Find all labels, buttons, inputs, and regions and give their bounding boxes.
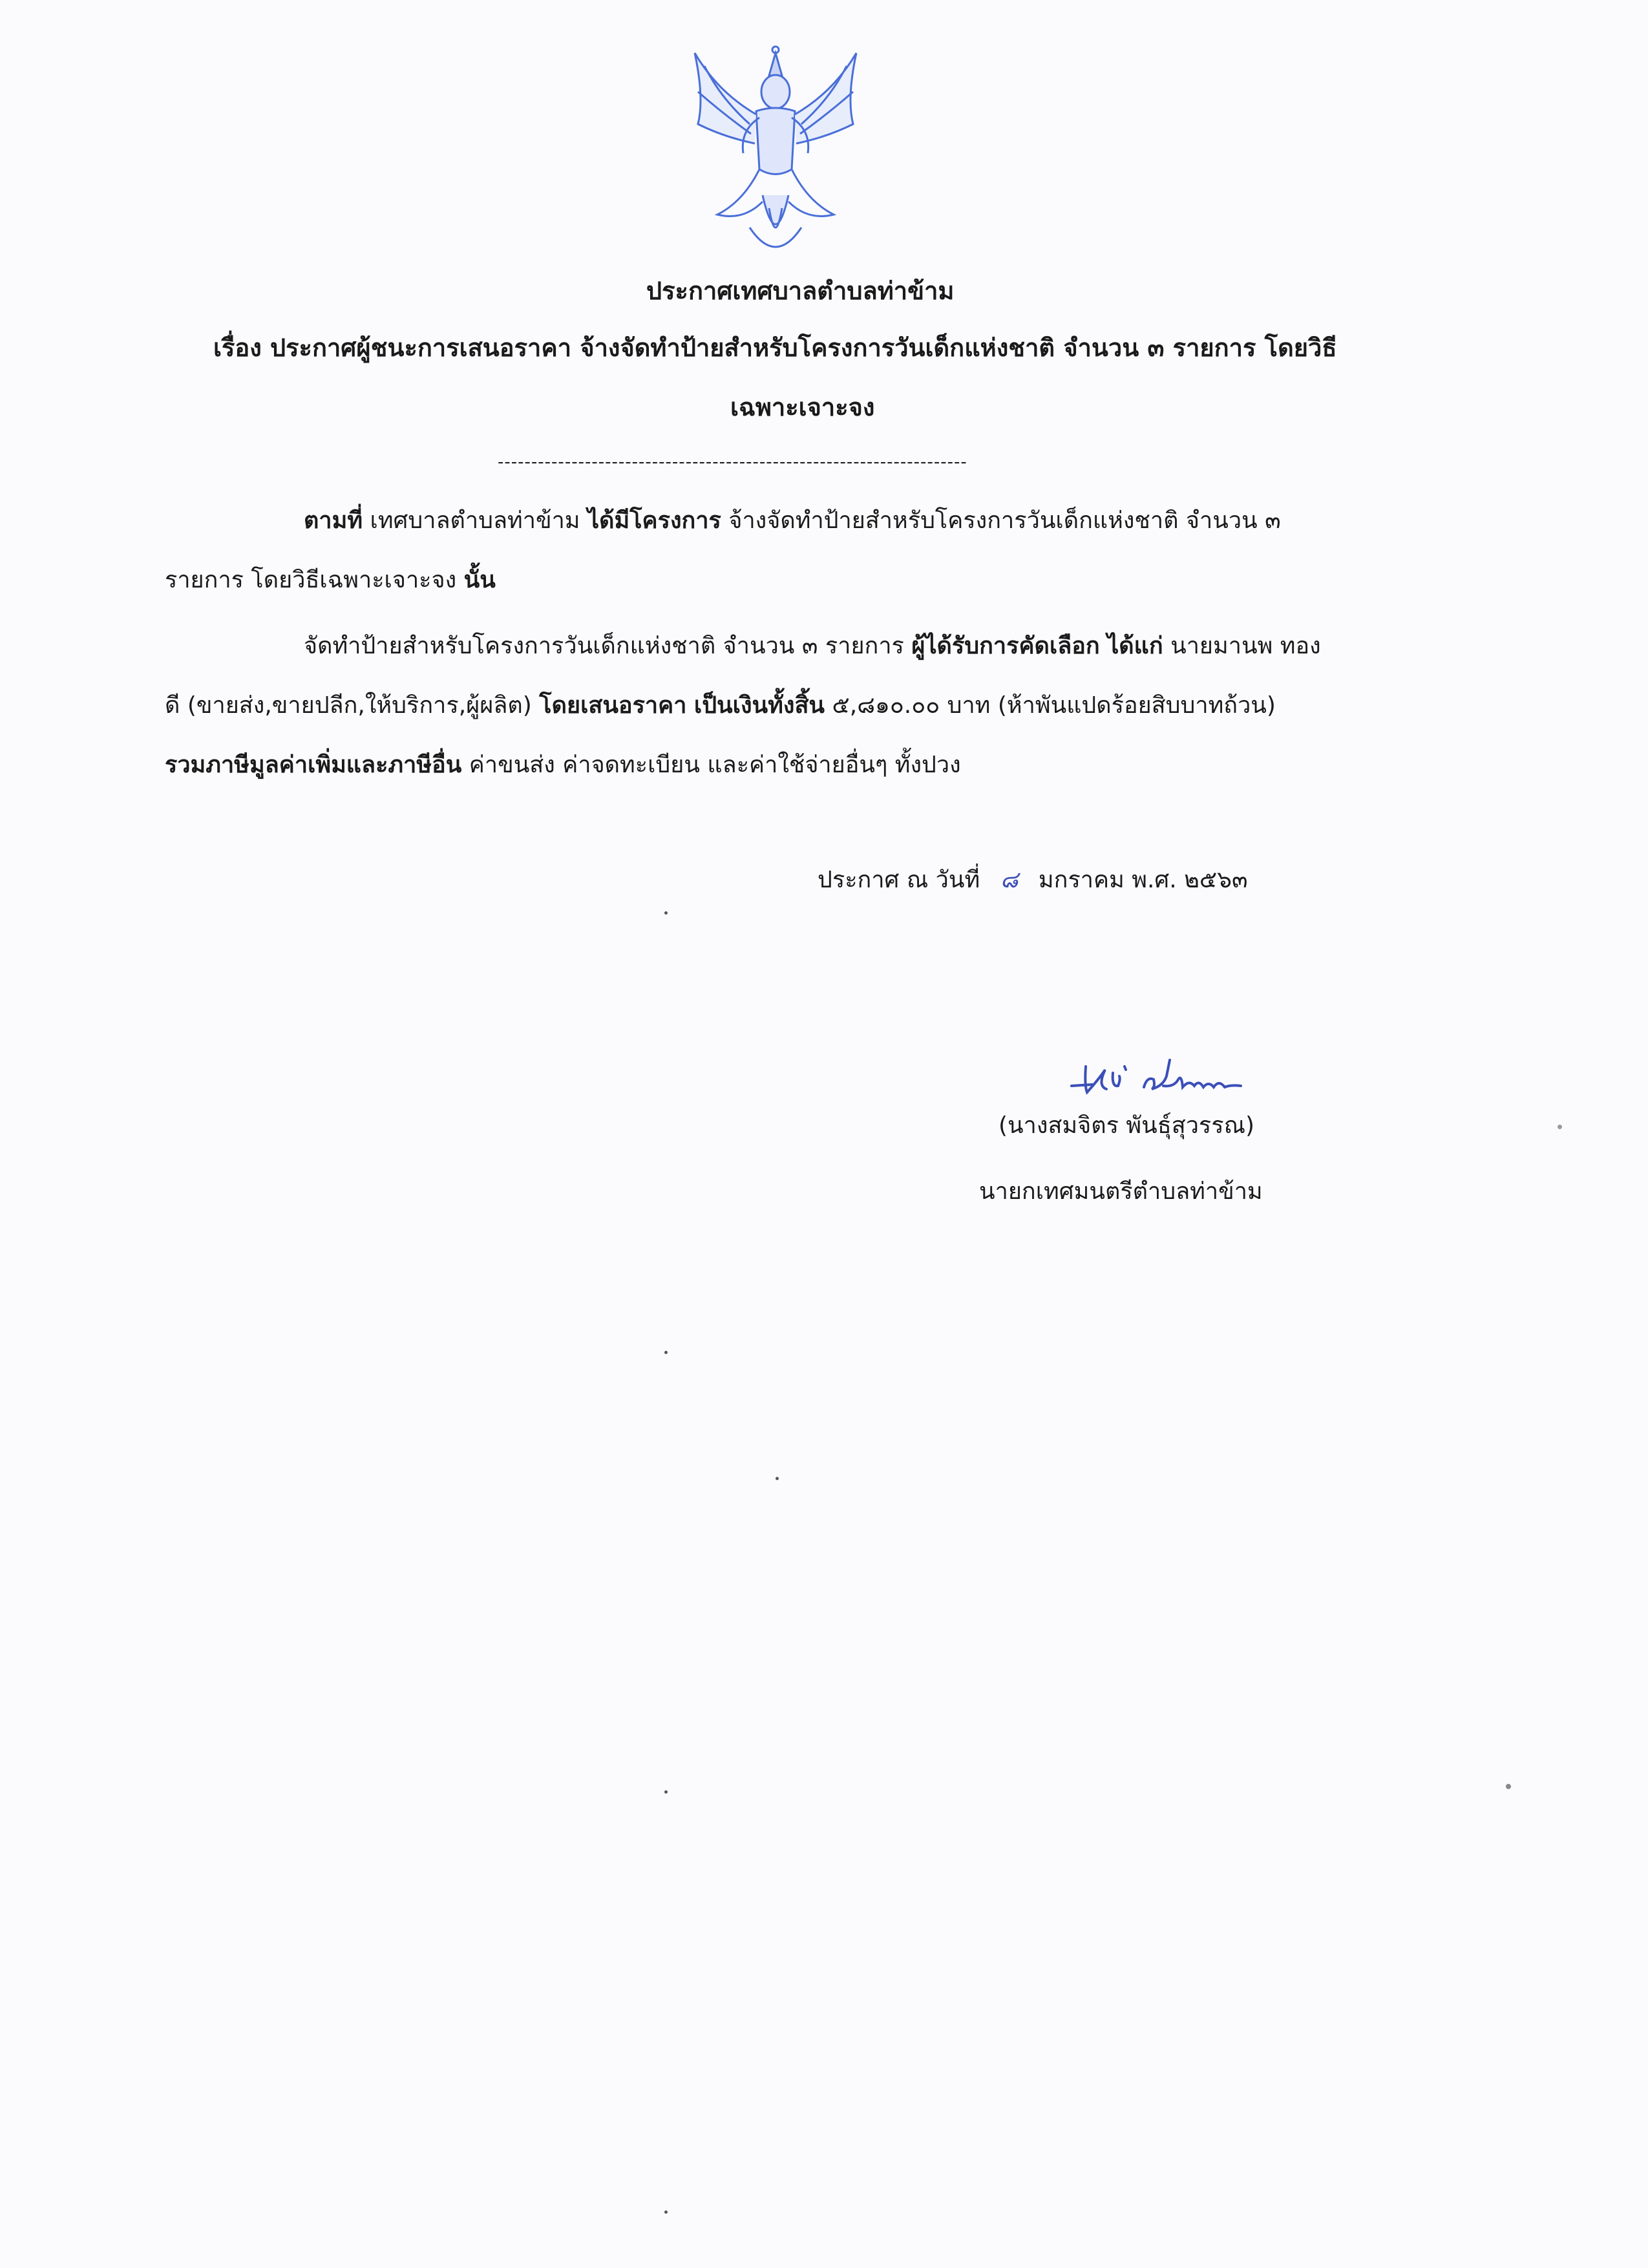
paragraph-1-method: รายการ โดยวิธีเฉพาะเจาะจง: [165, 567, 457, 593]
paragraph-2-winner-part-1: นายมานพ ทอง: [1170, 633, 1321, 659]
scan-speck: [1558, 1125, 1562, 1129]
paragraph-1-org: เทศบาลตำบลท่าข้าม: [370, 507, 580, 534]
scan-speck: [664, 1790, 668, 1794]
paragraph-2-tax-note: รวมภาษีมูลค่าเพิ่มและภาษีอื่น: [165, 752, 462, 778]
paragraph-1-line-2: [165, 566, 496, 594]
paragraph-1-lead: ตามที่: [304, 507, 363, 534]
paragraph-2-item: จัดทำป้ายสำหรับโครงการวันเด็กแห่งชาติ จำนวน ๓ รายการ: [304, 633, 904, 659]
paragraph-2-line-1: [304, 632, 1321, 660]
paragraph-2-line-3: [165, 751, 961, 779]
document-title: ประกาศเทศบาลตำบลท่าข้าม: [646, 277, 955, 305]
paragraph-2-offer-label: โดยเสนอราคา: [539, 692, 687, 719]
scan-speck: [664, 1351, 668, 1354]
garuda-emblem-icon: [679, 40, 872, 273]
date-prefix: ประกาศ ณ วันที่: [818, 867, 980, 893]
scan-speck: [1506, 1784, 1511, 1789]
paragraph-2-winner-label: ได้แก่: [1107, 633, 1163, 659]
paragraph-2-winner-part-2: ดี (ขายส่ง,ขายปลีก,ให้บริการ,ผู้ผลิต): [165, 692, 532, 719]
handwritten-signature: [1066, 1041, 1260, 1112]
paragraph-1-line-1: [304, 507, 1281, 535]
paragraph-2-total-label: เป็นเงินทั้งสิ้น: [693, 692, 825, 719]
signatory-position: นายกเทศมนตรีตำบลท่าข้าม: [979, 1178, 1263, 1205]
paragraph-1-has-project: ได้มีโครงการ: [587, 507, 721, 534]
document-subject-line-2: เฉพาะเจาะจง: [730, 393, 875, 421]
paragraph-2-line-2: [165, 692, 1276, 719]
paragraph-2-amount: ๕,๘๑๐.๐๐ บาท (ห้าพันแปดร้อยสิบบาทถ้วน): [832, 692, 1276, 719]
signatory-name: (นางสมจิตร พันธุ์สุวรรณ): [998, 1112, 1255, 1139]
scan-speck: [664, 2210, 668, 2214]
announcement-date: [818, 866, 1248, 894]
paragraph-2-selected-label: ผู้ได้รับการคัดเลือก: [911, 633, 1100, 659]
document-subject-line-1: เรื่อง ประกาศผู้ชนะการเสนอราคา จ้างจัดทำป้ายสำหรับโครงการวันเด็กแห่งชาติ จำนวน ๓ รายการ โดยวิธี: [213, 334, 1337, 362]
paragraph-1-end: นั้น: [463, 567, 496, 593]
date-day: ๘: [1000, 867, 1019, 893]
paragraph-2-other-costs: ค่าขนส่ง ค่าจดทะเบียน และค่าใช้จ่ายอื่นๆ ทั้งปวง: [469, 752, 961, 778]
scan-speck: [776, 1477, 779, 1480]
scan-speck: [664, 911, 668, 915]
divider-line: ----------------------------------------------------------------------: [498, 452, 967, 472]
paragraph-1-project: จ้างจัดทำป้ายสำหรับโครงการวันเด็กแห่งชาติ จำนวน ๓: [728, 507, 1281, 534]
date-month-year: มกราคม พ.ศ. ๒๕๖๓: [1038, 867, 1248, 893]
